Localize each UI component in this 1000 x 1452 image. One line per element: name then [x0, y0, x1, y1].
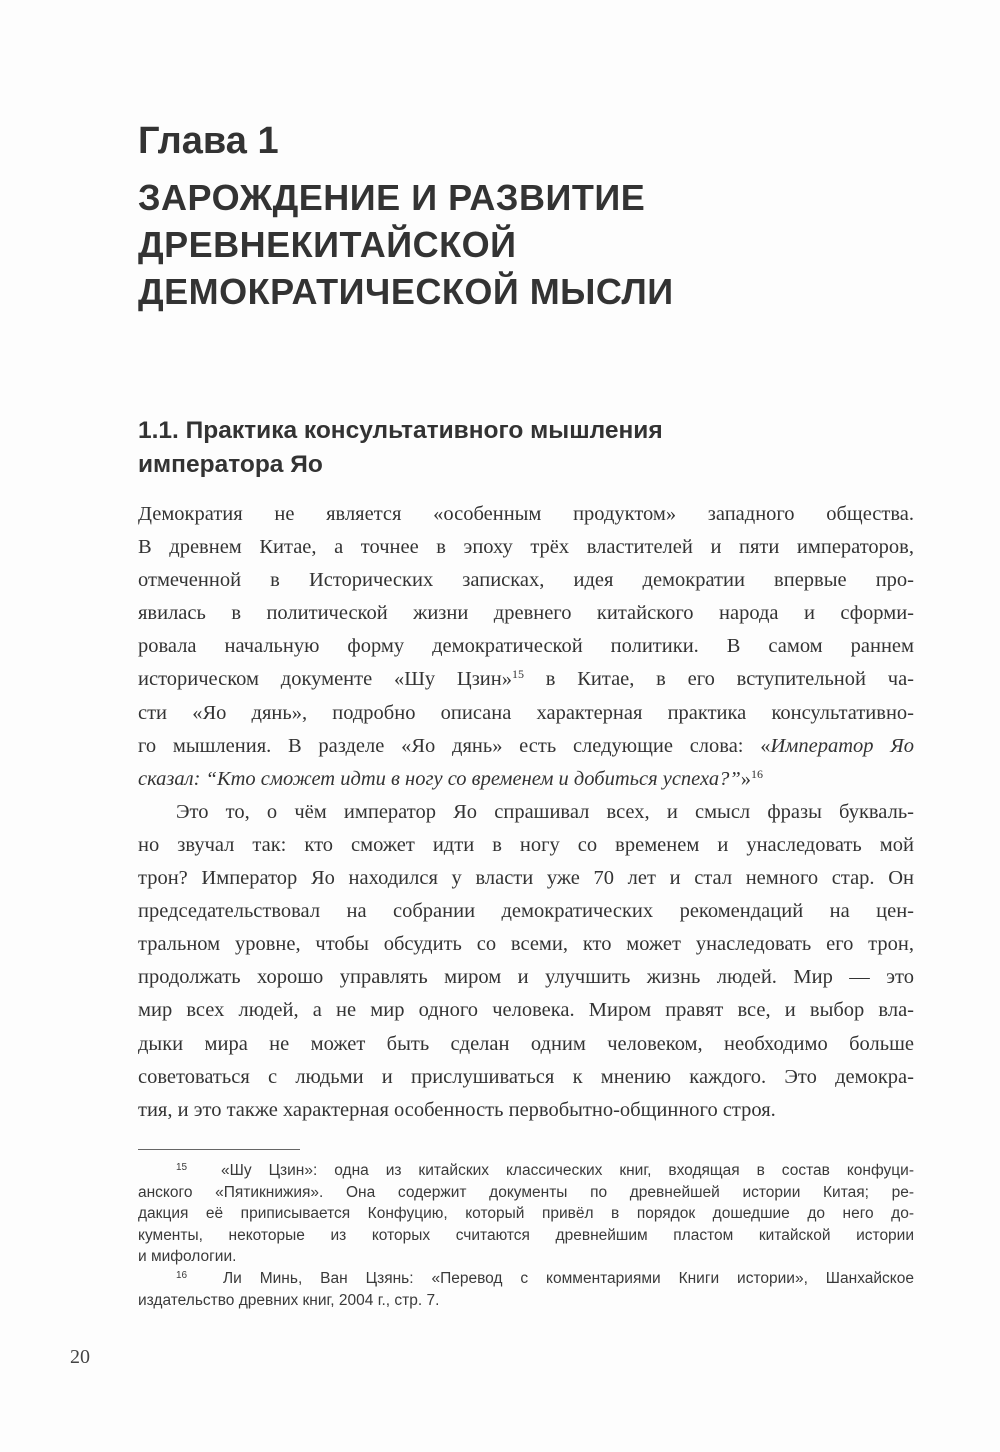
footnote-divider	[138, 1149, 300, 1150]
text-line: председательствовал на собрании демократических рекомендаций на цен-	[138, 900, 914, 923]
text-line	[138, 763, 914, 796]
paragraph-1	[138, 498, 914, 796]
footnote-number: 15	[176, 1162, 188, 1173]
chapter-label: Глава 1	[138, 120, 279, 162]
section-title	[138, 414, 938, 482]
text-line: ровала начальную форму демократической политики. В самом раннем	[138, 635, 914, 658]
text-line: Демократия не является «особенным продуктом» западного общества.	[138, 503, 914, 525]
text-line: мир всех людей, а не мир одного человека. Миром правят все, и выбор вла-	[138, 999, 914, 1022]
text-line: трон? Император Яо находился у власти уже 70 лет и стал немного стар. Он	[138, 867, 914, 890]
text-segment: «Шу Цзин»: одна из китайских классических книг, входящая в состав конфуци-	[221, 1162, 914, 1179]
text-line: явилась в политической жизни древнего китайского народа и сформи-	[138, 602, 914, 625]
chapter-title-line: ДРЕВНЕКИТАЙСКОЙ	[138, 224, 517, 265]
footnote-line	[138, 1268, 914, 1290]
text-line: отмеченной в Исторических записках, идея демократии впервые про-	[138, 569, 914, 592]
text-segment: в Китае, в его вступительной ча-	[524, 668, 915, 691]
paragraph-2	[138, 796, 914, 1127]
chapter-title-line: ЗАРОЖДЕНИЕ И РАЗВИТИЕ	[138, 177, 646, 218]
footnote-15	[138, 1160, 914, 1268]
text-line: дыки мира не может быть сделан одним человеком, необходимо больше	[138, 1032, 914, 1055]
quote-italic: сказал: “Кто сможет идти в ногу со временем и добиться успеха?”	[138, 767, 741, 790]
text-segment: историческом документе «Шу Цзин»	[138, 668, 513, 691]
section-title-line: 1.1. Практика консультативного мышления	[138, 417, 663, 444]
text-segment: го мышления. В разделе «Яо дянь» есть следующие слова: «	[138, 734, 771, 757]
text-line: тия, и это также характерная особенность первобытно-общинного строя.	[138, 1098, 776, 1121]
footnote-line: анского «Пятикнижия». Она содержит документы по древнейшей истории Китая; ре-	[138, 1183, 914, 1201]
footnotes	[138, 1160, 914, 1311]
footnote-number: 16	[176, 1269, 188, 1281]
chapter-title-line: ДЕМОКРАТИЧЕСКОЙ МЫСЛИ	[138, 271, 674, 312]
footnote-ref-15[interactable]: 15	[512, 667, 525, 682]
footnote-line	[138, 1160, 914, 1182]
page-number: 20	[70, 1346, 90, 1368]
text-line: В древнем Китае, а точнее в эпоху трёх властителей и пяти императоров,	[138, 536, 914, 559]
footnote-ref-16[interactable]: 16	[750, 766, 763, 781]
footnote-line: кументы, некоторые из которых считаются древнейшим пластом китайской истории	[138, 1226, 914, 1244]
text-line: советоваться с людьми и прислушиваться к мнению каждого. Это демокра-	[138, 1065, 914, 1088]
footnote-16	[138, 1268, 914, 1311]
text-segment: »	[740, 767, 751, 790]
text-line: тральном уровне, чтобы обсудить со всеми, кто может унаследовать его трон,	[138, 933, 914, 956]
text-line: но звучал так: кто сможет идти в ногу со временем и унаследовать мой	[138, 833, 914, 856]
quote-italic: Император Яо	[770, 734, 914, 757]
chapter-title	[138, 174, 958, 315]
body-text	[138, 498, 914, 1127]
text-line	[138, 663, 914, 696]
footnote-line: и мифологии.	[138, 1248, 237, 1266]
footnote-line: дакция её приписывается Конфуцию, который привёл в порядок дошедшие до него до-	[138, 1205, 914, 1223]
text-segment: Ли Минь, Ван Цзянь: «Перевод с комментариями Книги истории», Шанхайское	[222, 1269, 914, 1287]
text-line: продолжать хорошо управлять миром и улучшить жизнь людей. Мир — это	[138, 966, 914, 989]
text-line: сти «Яо дянь», подробно описана характерная практика консультативно-	[138, 701, 914, 724]
text-line	[138, 730, 914, 763]
text-line: Это то, о чём император Яо спрашивал всех, и смысл фразы букваль-	[176, 800, 914, 823]
section-title-line: императора Яо	[138, 451, 323, 478]
footnote-line: издательство древних книг, 2004 г., стр. 7.	[138, 1291, 440, 1309]
